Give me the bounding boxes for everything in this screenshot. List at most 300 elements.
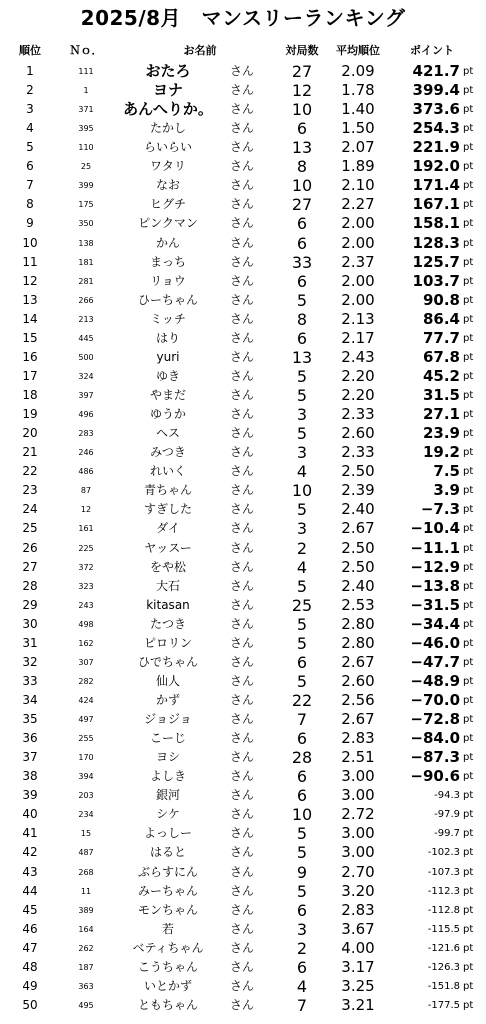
honorific-cell: さん bbox=[229, 197, 254, 212]
unit-cell: pt bbox=[463, 104, 474, 116]
games-cell: 8 bbox=[296, 157, 308, 177]
honorific-cell: さん bbox=[229, 368, 254, 383]
player-no-cell: 372 bbox=[78, 562, 94, 572]
rank-cell: 18 bbox=[22, 388, 38, 403]
games-cell: 5 bbox=[296, 824, 308, 844]
table-row bbox=[0, 214, 486, 233]
player-no-cell: 350 bbox=[78, 219, 94, 229]
player-no-cell: 500 bbox=[78, 352, 94, 362]
rank-cell: 13 bbox=[22, 292, 38, 307]
player-name-cell: ヨシ bbox=[155, 750, 180, 765]
points-cell: 7.5 bbox=[433, 462, 460, 481]
unit-cell: pt bbox=[463, 161, 474, 173]
unit-cell: pt bbox=[463, 237, 474, 249]
player-name-cell: すぎした bbox=[143, 502, 192, 517]
honorific-cell: さん bbox=[229, 616, 254, 631]
avg-rank-cell: 2.56 bbox=[341, 690, 375, 709]
points-cell: −90.6 bbox=[410, 767, 460, 786]
avg-rank-cell: 2.50 bbox=[341, 557, 375, 576]
table-row bbox=[0, 863, 486, 882]
games-cell: 6 bbox=[296, 328, 308, 348]
games-cell: 5 bbox=[296, 500, 308, 520]
avg-rank-cell: 2.09 bbox=[341, 62, 375, 80]
player-no-cell: 486 bbox=[78, 467, 94, 477]
player-no-cell: 324 bbox=[78, 371, 94, 381]
avg-rank-cell: 2.07 bbox=[341, 138, 375, 157]
table-row bbox=[0, 539, 486, 558]
avg-rank-cell: 1.40 bbox=[341, 100, 375, 119]
honorific-cell: さん bbox=[229, 673, 254, 688]
page-title: 2025/8月 マンスリーランキング bbox=[80, 6, 406, 30]
player-no-cell: 283 bbox=[78, 429, 94, 439]
rank-cell: 22 bbox=[22, 464, 38, 479]
points-cell: -112.8 bbox=[427, 904, 460, 916]
player-no-cell: 389 bbox=[78, 905, 94, 915]
unit-cell: pt bbox=[463, 790, 474, 802]
points-cell: 128.3 bbox=[412, 233, 460, 252]
table-row bbox=[0, 901, 486, 920]
games-cell: 33 bbox=[291, 252, 313, 272]
games-cell: 5 bbox=[296, 671, 308, 691]
player-no-cell: 138 bbox=[78, 238, 94, 248]
table-row bbox=[0, 824, 486, 843]
games-cell: 27 bbox=[291, 62, 313, 81]
avg-rank-cell: 2.39 bbox=[341, 481, 375, 500]
player-name-cell: みーちゃん bbox=[137, 883, 198, 898]
honorific-cell: さん bbox=[229, 388, 254, 403]
unit-cell: pt bbox=[463, 828, 474, 840]
games-cell: 2 bbox=[296, 538, 308, 558]
games-cell: 13 bbox=[291, 347, 313, 367]
player-name-cell: れいく bbox=[149, 464, 186, 479]
player-name-cell: ミッチ bbox=[150, 311, 186, 326]
player-no-cell: 496 bbox=[78, 410, 94, 420]
honorific-cell: さん bbox=[229, 883, 254, 898]
avg-rank-cell: 2.43 bbox=[341, 347, 375, 366]
avg-rank-cell: 2.83 bbox=[341, 900, 375, 919]
unit-cell: pt bbox=[463, 485, 474, 497]
unit-cell: pt bbox=[463, 733, 474, 745]
points-cell: 373.6 bbox=[412, 100, 460, 119]
unit-cell: pt bbox=[463, 561, 474, 573]
unit-cell: pt bbox=[463, 847, 474, 859]
player-name-cell: ゆうか bbox=[149, 407, 186, 422]
table-row bbox=[0, 805, 486, 824]
player-no-cell: 495 bbox=[78, 1000, 94, 1010]
points-cell: -151.8 bbox=[427, 980, 460, 992]
avg-rank-cell: 2.60 bbox=[341, 671, 375, 690]
avg-rank-cell: 2.53 bbox=[341, 595, 375, 614]
unit-cell: pt bbox=[463, 504, 474, 516]
games-cell: 5 bbox=[296, 386, 308, 406]
player-no-cell: 307 bbox=[78, 657, 94, 667]
games-cell: 5 bbox=[296, 881, 308, 901]
rank-cell: 30 bbox=[22, 616, 38, 631]
rank-cell: 34 bbox=[22, 692, 38, 707]
unit-cell: pt bbox=[463, 313, 474, 325]
games-cell: 4 bbox=[296, 557, 308, 577]
table-header bbox=[0, 41, 486, 61]
table-row bbox=[0, 310, 486, 329]
player-name-cell: モンちゃん bbox=[137, 902, 198, 917]
games-cell: 6 bbox=[296, 119, 308, 139]
player-name-cell: やまだ bbox=[149, 388, 186, 403]
points-cell: 90.8 bbox=[422, 290, 460, 309]
player-no-cell: 12 bbox=[80, 505, 92, 515]
honorific-cell: さん bbox=[229, 64, 254, 78]
player-no-cell: 25 bbox=[80, 162, 92, 172]
avg-rank-cell: 2.80 bbox=[341, 633, 375, 652]
unit-cell: pt bbox=[463, 123, 474, 135]
points-cell: 45.2 bbox=[422, 366, 460, 385]
player-no-cell: 203 bbox=[78, 791, 94, 801]
table-row bbox=[0, 748, 486, 767]
games-cell: 3 bbox=[296, 919, 308, 939]
avg-rank-cell: 2.70 bbox=[341, 862, 375, 881]
points-cell: −10.4 bbox=[410, 519, 460, 538]
honorific-cell: さん bbox=[229, 311, 254, 326]
points-cell: -94.3 bbox=[434, 790, 460, 802]
player-no-cell: 15 bbox=[80, 829, 92, 839]
player-no-cell: 394 bbox=[78, 772, 94, 782]
points-cell: 3.9 bbox=[433, 481, 460, 500]
player-name-cell: ピンクマン bbox=[138, 216, 198, 231]
player-no-cell: 11 bbox=[80, 886, 92, 896]
games-cell: 8 bbox=[296, 309, 308, 329]
games-cell: 3 bbox=[296, 405, 308, 425]
rank-cell: 1 bbox=[26, 64, 34, 78]
unit-cell: pt bbox=[463, 942, 474, 954]
player-no-cell: 399 bbox=[78, 181, 94, 191]
points-cell: -115.5 bbox=[427, 923, 460, 935]
games-cell: 10 bbox=[291, 100, 313, 120]
avg-rank-cell: 3.21 bbox=[341, 995, 375, 1014]
table-row bbox=[0, 939, 486, 958]
avg-rank-cell: 2.10 bbox=[341, 176, 375, 195]
points-cell: 103.7 bbox=[412, 271, 460, 290]
player-name-cell: ゆき bbox=[155, 368, 180, 383]
header-rank: 順位 bbox=[19, 44, 41, 57]
avg-rank-cell: 2.00 bbox=[341, 271, 375, 290]
games-cell: 10 bbox=[291, 805, 313, 825]
player-name-cell: ともちゃん bbox=[137, 997, 198, 1012]
points-cell: −84.0 bbox=[410, 729, 460, 748]
avg-rank-cell: 3.00 bbox=[341, 786, 375, 805]
unit-cell: pt bbox=[463, 980, 474, 992]
games-cell: 22 bbox=[291, 690, 313, 710]
table-row bbox=[0, 691, 486, 710]
honorific-cell: さん bbox=[229, 692, 254, 707]
avg-rank-cell: 2.17 bbox=[341, 328, 375, 347]
unit-cell: pt bbox=[463, 752, 474, 764]
player-name-cell: みつき bbox=[150, 445, 186, 460]
player-no-cell: 397 bbox=[78, 391, 94, 401]
points-cell: 27.1 bbox=[422, 405, 460, 424]
player-name-cell: ジョジョ bbox=[144, 712, 192, 727]
avg-rank-cell: 2.67 bbox=[341, 652, 375, 671]
points-cell: −46.0 bbox=[410, 633, 460, 652]
table-row bbox=[0, 519, 486, 538]
rank-cell: 32 bbox=[22, 654, 38, 669]
rank-cell: 9 bbox=[26, 216, 34, 231]
unit-cell: pt bbox=[463, 370, 474, 382]
points-cell: 86.4 bbox=[422, 309, 460, 328]
games-cell: 7 bbox=[296, 710, 308, 730]
player-no-cell: 498 bbox=[78, 619, 94, 629]
avg-rank-cell: 2.67 bbox=[341, 710, 375, 729]
games-cell: 13 bbox=[291, 138, 313, 158]
honorific-cell: さん bbox=[229, 216, 254, 231]
avg-rank-cell: 2.50 bbox=[341, 538, 375, 557]
table-row bbox=[0, 119, 486, 138]
table-row bbox=[0, 291, 486, 310]
player-name-cell: はると bbox=[149, 845, 186, 860]
player-no-cell: 170 bbox=[78, 753, 94, 763]
honorific-cell: さん bbox=[229, 407, 254, 422]
points-cell: 399.4 bbox=[412, 81, 460, 100]
player-name-cell: 仙人 bbox=[155, 673, 180, 688]
avg-rank-cell: 3.25 bbox=[341, 976, 375, 995]
points-cell: 171.4 bbox=[412, 176, 460, 195]
player-no-cell: 395 bbox=[78, 124, 94, 134]
avg-rank-cell: 2.67 bbox=[341, 519, 375, 538]
table-row bbox=[0, 920, 486, 939]
rank-cell: 39 bbox=[22, 788, 38, 803]
rank-cell: 3 bbox=[26, 102, 34, 117]
honorific-cell: さん bbox=[229, 864, 254, 879]
table-row bbox=[0, 996, 486, 1015]
unit-cell: pt bbox=[463, 618, 474, 630]
avg-rank-cell: 2.20 bbox=[341, 386, 375, 405]
player-no-cell: 246 bbox=[78, 448, 94, 458]
avg-rank-cell: 2.33 bbox=[341, 443, 375, 462]
honorific-cell: さん bbox=[229, 750, 254, 765]
rank-cell: 28 bbox=[22, 578, 38, 593]
avg-rank-cell: 2.40 bbox=[341, 576, 375, 595]
games-cell: 6 bbox=[296, 767, 308, 787]
honorific-cell: さん bbox=[229, 788, 254, 803]
rank-cell: 27 bbox=[22, 559, 38, 574]
player-name-cell: かん bbox=[155, 235, 180, 250]
rank-cell: 31 bbox=[22, 635, 38, 650]
table-row bbox=[0, 672, 486, 691]
honorific-cell: さん bbox=[229, 235, 254, 250]
unit-cell: pt bbox=[463, 294, 474, 306]
table-row bbox=[0, 367, 486, 386]
avg-rank-cell: 2.27 bbox=[341, 195, 375, 214]
rank-cell: 26 bbox=[22, 540, 38, 555]
unit-cell: pt bbox=[463, 999, 474, 1011]
games-cell: 5 bbox=[296, 424, 308, 444]
points-cell: -112.3 bbox=[427, 885, 460, 897]
unit-cell: pt bbox=[463, 580, 474, 592]
games-cell: 6 bbox=[296, 233, 308, 253]
table-row bbox=[0, 272, 486, 291]
player-no-cell: 371 bbox=[78, 105, 94, 115]
player-no-cell: 266 bbox=[78, 295, 94, 305]
points-cell: −70.0 bbox=[410, 690, 460, 709]
table-row bbox=[0, 462, 486, 481]
points-cell: 67.8 bbox=[422, 347, 460, 366]
avg-rank-cell: 3.00 bbox=[341, 767, 375, 786]
unit-cell: pt bbox=[463, 275, 474, 287]
player-no-cell: 243 bbox=[78, 600, 94, 610]
honorific-cell: さん bbox=[229, 959, 254, 974]
rank-cell: 37 bbox=[22, 750, 38, 765]
honorific-cell: さん bbox=[229, 445, 254, 460]
rank-cell: 6 bbox=[26, 159, 34, 174]
player-name-cell: ダイ bbox=[156, 521, 180, 536]
player-name-cell: いとかず bbox=[143, 978, 192, 993]
honorific-cell: さん bbox=[229, 140, 254, 155]
rank-cell: 50 bbox=[22, 997, 38, 1012]
table-row bbox=[0, 958, 486, 977]
unit-cell: pt bbox=[463, 199, 474, 211]
unit-cell: pt bbox=[463, 656, 474, 668]
rank-cell: 42 bbox=[22, 845, 38, 860]
points-cell: 23.9 bbox=[422, 424, 460, 443]
honorific-cell: さん bbox=[229, 559, 254, 574]
player-name-cell: 大石 bbox=[155, 578, 180, 593]
player-name-cell: こうちゃん bbox=[137, 959, 198, 974]
player-name-cell: ベティちゃん bbox=[132, 940, 204, 955]
points-cell: -107.3 bbox=[427, 866, 460, 878]
points-cell: -121.6 bbox=[427, 942, 460, 954]
avg-rank-cell: 2.50 bbox=[341, 462, 375, 481]
games-cell: 6 bbox=[296, 900, 308, 920]
honorific-cell: さん bbox=[229, 597, 254, 612]
unit-cell: pt bbox=[463, 390, 474, 402]
table-row bbox=[0, 653, 486, 672]
table-row bbox=[0, 767, 486, 786]
player-name-cell: よっしー bbox=[143, 826, 192, 841]
games-cell: 5 bbox=[296, 290, 308, 310]
honorific-cell: さん bbox=[229, 921, 254, 936]
rank-cell: 21 bbox=[22, 445, 38, 460]
rank-cell: 5 bbox=[26, 140, 34, 155]
player-no-cell: 175 bbox=[78, 200, 94, 210]
player-no-cell: 213 bbox=[78, 314, 94, 324]
table-row bbox=[0, 729, 486, 748]
games-cell: 9 bbox=[296, 862, 308, 882]
games-cell: 6 bbox=[296, 271, 308, 291]
table-row bbox=[0, 329, 486, 348]
rank-cell: 29 bbox=[22, 597, 38, 612]
avg-rank-cell: 2.00 bbox=[341, 290, 375, 309]
points-cell: −47.7 bbox=[410, 652, 460, 671]
avg-rank-cell: 2.20 bbox=[341, 366, 375, 385]
games-cell: 3 bbox=[296, 519, 308, 539]
unit-cell: pt bbox=[463, 637, 474, 649]
rank-cell: 10 bbox=[22, 235, 38, 250]
honorific-cell: さん bbox=[229, 712, 254, 727]
player-no-cell: 424 bbox=[78, 695, 94, 705]
player-no-cell: 111 bbox=[78, 67, 94, 76]
points-cell: 31.5 bbox=[422, 386, 460, 405]
games-cell: 6 bbox=[296, 957, 308, 977]
player-name-cell: まっち bbox=[149, 254, 186, 269]
unit-cell: pt bbox=[463, 675, 474, 687]
honorific-cell: さん bbox=[229, 654, 254, 669]
rank-cell: 16 bbox=[22, 349, 38, 364]
table-row bbox=[0, 62, 486, 81]
player-no-cell: 262 bbox=[78, 943, 94, 953]
table-row bbox=[0, 710, 486, 729]
honorific-cell: さん bbox=[229, 997, 254, 1012]
avg-rank-cell: 3.20 bbox=[341, 881, 375, 900]
avg-rank-cell: 3.00 bbox=[341, 843, 375, 862]
rank-cell: 17 bbox=[22, 368, 38, 383]
honorific-cell: さん bbox=[229, 902, 254, 917]
player-no-cell: 445 bbox=[78, 333, 94, 343]
table-row bbox=[0, 176, 486, 195]
points-cell: 125.7 bbox=[412, 252, 460, 271]
points-cell: 254.3 bbox=[412, 119, 460, 138]
rank-cell: 44 bbox=[22, 883, 38, 898]
table-row bbox=[0, 977, 486, 996]
table-row bbox=[0, 157, 486, 176]
games-cell: 2 bbox=[296, 938, 308, 958]
table-row bbox=[0, 424, 486, 443]
avg-rank-cell: 1.89 bbox=[341, 157, 375, 176]
table-row bbox=[0, 443, 486, 462]
table-row bbox=[0, 81, 486, 100]
player-name-cell: らいらい bbox=[143, 140, 192, 155]
games-cell: 10 bbox=[291, 481, 313, 501]
rank-cell: 20 bbox=[22, 426, 38, 441]
player-no-cell: 87 bbox=[80, 486, 92, 496]
table-row bbox=[0, 481, 486, 500]
honorific-cell: さん bbox=[229, 254, 254, 269]
points-cell: 192.0 bbox=[412, 157, 460, 176]
player-no-cell: 164 bbox=[78, 924, 94, 934]
player-no-cell: 1 bbox=[83, 86, 89, 96]
avg-rank-cell: 2.00 bbox=[341, 233, 375, 252]
table-row bbox=[0, 843, 486, 862]
header-name: お名前 bbox=[183, 44, 217, 57]
player-name-cell: はり bbox=[155, 330, 180, 345]
points-cell: -97.9 bbox=[434, 809, 460, 821]
points-cell: −31.5 bbox=[410, 595, 460, 614]
honorific-cell: さん bbox=[229, 330, 254, 345]
avg-rank-cell: 2.33 bbox=[341, 405, 375, 424]
player-no-cell: 225 bbox=[78, 543, 94, 553]
player-name-cell: ひーちゃん bbox=[137, 292, 198, 307]
player-no-cell: 363 bbox=[78, 981, 94, 991]
rank-cell: 46 bbox=[22, 921, 38, 936]
player-name-cell: シケ bbox=[156, 807, 180, 822]
player-name-cell: ヘス bbox=[155, 426, 180, 441]
player-name-cell: 銀河 bbox=[155, 788, 180, 803]
avg-rank-cell: 2.51 bbox=[341, 748, 375, 767]
games-cell: 28 bbox=[291, 748, 313, 768]
unit-cell: pt bbox=[463, 66, 474, 77]
player-name-cell: たかし bbox=[149, 121, 186, 136]
player-no-cell: 110 bbox=[78, 143, 94, 153]
avg-rank-cell: 1.78 bbox=[341, 81, 375, 100]
table-row bbox=[0, 253, 486, 272]
unit-cell: pt bbox=[463, 904, 474, 916]
player-name-cell: こーじ bbox=[149, 731, 186, 746]
rank-cell: 41 bbox=[22, 826, 38, 841]
table-row bbox=[0, 577, 486, 596]
avg-rank-cell: 2.00 bbox=[341, 214, 375, 233]
avg-rank-cell: 4.00 bbox=[341, 938, 375, 957]
points-cell: 77.7 bbox=[422, 328, 460, 347]
rank-cell: 12 bbox=[22, 273, 38, 288]
points-cell: −48.9 bbox=[410, 671, 460, 690]
games-cell: 4 bbox=[296, 976, 308, 996]
